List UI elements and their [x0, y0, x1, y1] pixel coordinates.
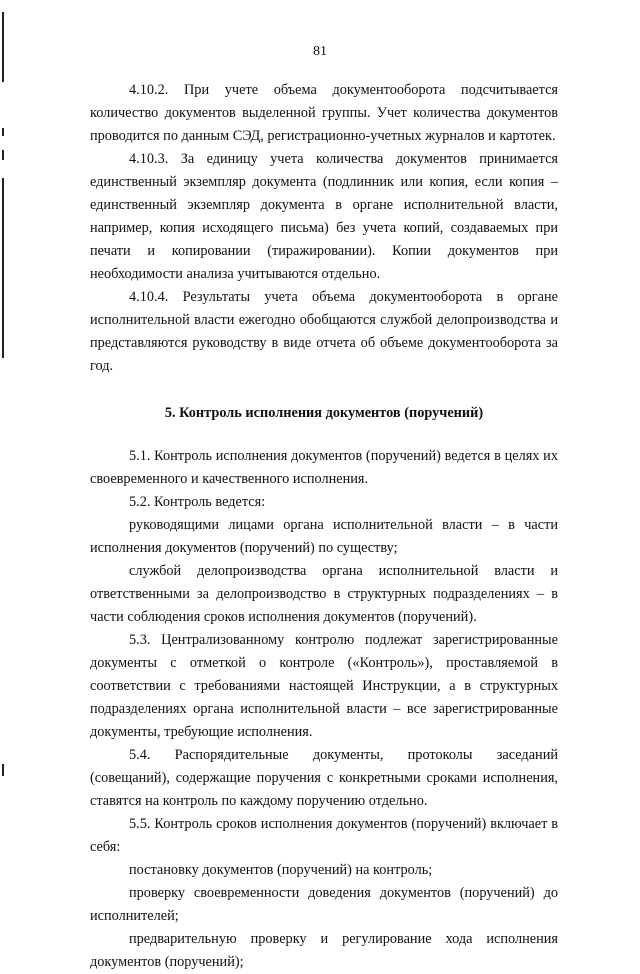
paragraph-5-2-item-1: руководящими лицами органа исполнительной власти – в части исполнения документов (поручений) по существу;	[90, 517, 558, 556]
paragraph-5-5-item-1: постановку документов (поручений) на контроль;	[129, 862, 433, 878]
paragraph-5-5: 5.5. Контроль сроков исполнения документов (поручений) включает в себя:	[90, 816, 558, 855]
paragraph-5-5-item-3: предварительную проверку и регулирование хода исполнения документов (поручений);	[90, 931, 558, 970]
paragraph-5-2: 5.2. Контроль ведется:	[129, 494, 266, 510]
paragraph-4-10-4: 4.10.4. Результаты учета объема документооборота в органе исполнительной власти ежегодно обобщаются службой делопроизводства и представляются руководству в виде отчета об объеме документооборота за год.	[90, 289, 558, 374]
paragraph-5-1: 5.1. Контроль исполнения документов (поручений) ведется в целях их своевременного и качественного исполнения.	[90, 448, 558, 487]
paragraph-5-4: 5.4. Распорядительные документы, протоколы заседаний (совещаний), содержащие поручения с конкретными сроками исполнения, ставятся на контроль по каждому поручению отдельно.	[90, 747, 558, 809]
paragraph-5-3: 5.3. Централизованному контролю подлежат зарегистрированные документы с отметкой о контроле («Контроль»), проставляемой в соответствии с требованиями настоящей Инструкции, а в структурных подразделениях органа исполнительной власти – все зарегистрированные документы, требующие исполнения.	[90, 632, 558, 740]
paragraph-4-10-3: 4.10.3. За единицу учета количества документов принимается единственный экземпляр документа (подлинник или копия, если копия – единственный экземпляр документа в органе исполнительной власти, например, копия исходящего письма) без учета копий, создаваемых при печати и копировании (тиражировании). Копии документов при необходимости анализа учитываются отдельно.	[90, 151, 558, 282]
scan-edge-mark	[2, 764, 4, 776]
paragraph-5-5-item-2: проверку своевременности доведения документов (поручений) до исполнителей;	[90, 885, 558, 924]
paragraph-5-2-item-2: службой делопроизводства органа исполнительной власти и ответственными за делопроизводство в структурных подразделениях – в части соблюдения сроков исполнения документов (поручений).	[90, 563, 558, 625]
scan-edge-mark	[2, 178, 4, 358]
page-number: 81	[313, 44, 327, 59]
scan-edge-mark	[2, 128, 4, 136]
section-heading: 5. Контроль исполнения документов (поручений)	[164, 405, 484, 421]
scan-edge-mark	[2, 150, 4, 160]
body-text	[90, 79, 558, 974]
paragraph-4-10-2: 4.10.2. При учете объема документооборота подсчитывается количество документов выделенной группы. Учет количества документов проводится по данным СЭД, регистрационно-учетных журналов и картотек.	[90, 82, 558, 144]
